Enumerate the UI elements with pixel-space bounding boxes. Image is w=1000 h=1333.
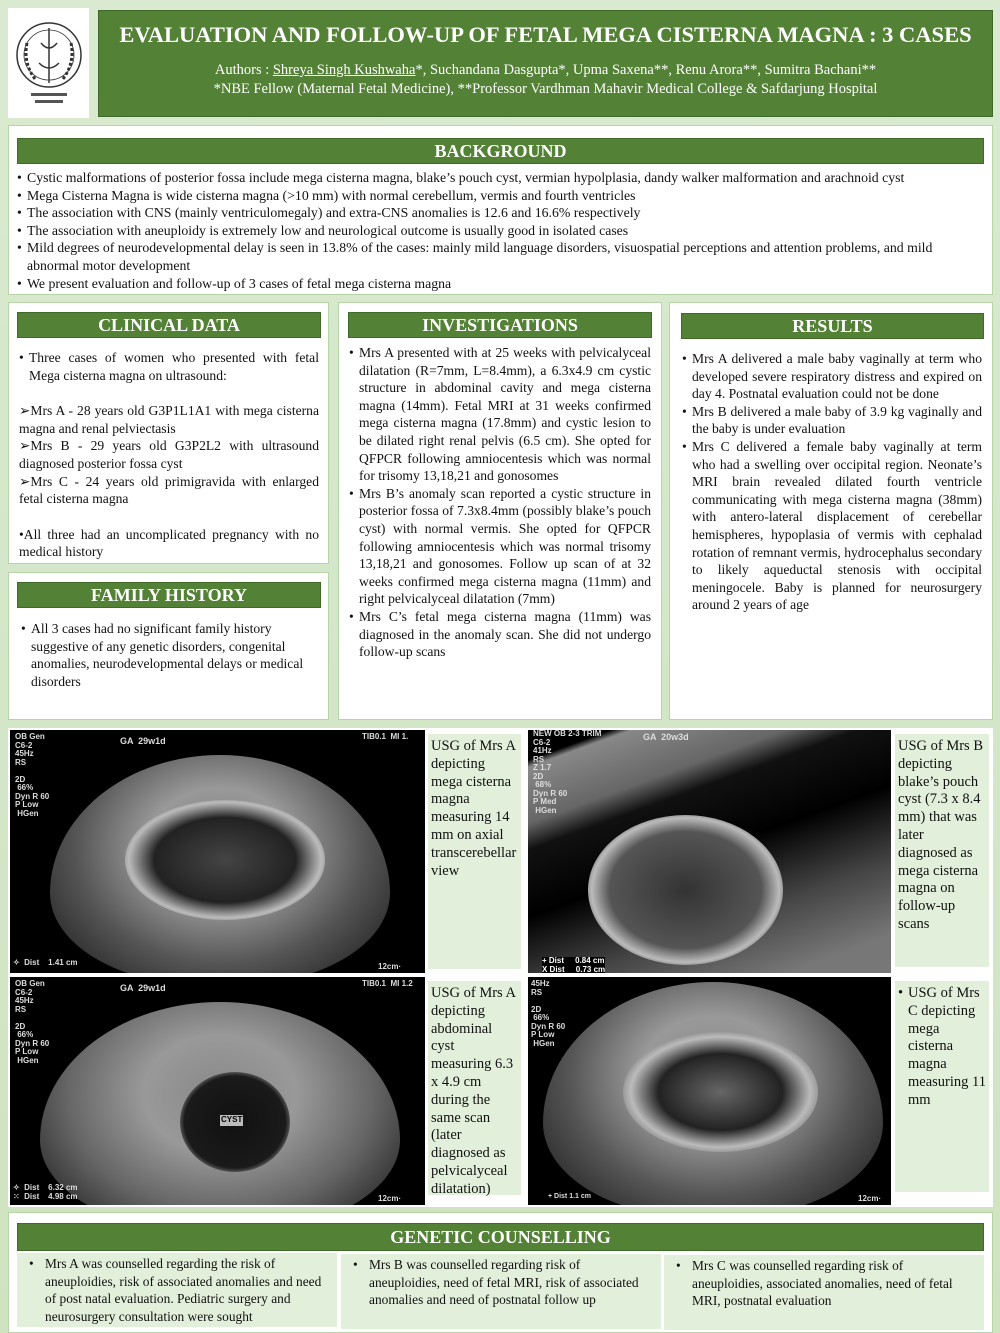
scanner-index: TIB0.1 MI 1.2: [362, 979, 413, 988]
depth-scale: 12cm·: [858, 1194, 882, 1203]
family-history-item: • All 3 cases had no significant family history suggestive of any genetic disorders, congenital anomalies, neurodevelopmental delays or medical disorders: [21, 620, 311, 690]
scanner-settings: 45Hz RS 2D 66% Dyn R 60 P Low HGen: [531, 979, 566, 1048]
result-item: • Mrs C delivered a female baby vaginally at term who had a swelling over occipital region. Neonate’s MRI brain revealed dilated fourth ventricle communicating with mega cisterna magna (38mm) with antero-lateral displacement of cerebellar hemispheres, hypoplasia of vermis with cephalad rotation of remnant vermis, hydrocephalus secondary to likely aqueductal stenosis with occipital meningocele. Baby is planned for neurosurgery around 2 years of age: [682, 438, 982, 614]
caption-mrs-b: USG of Mrs B depicting blake’s pouch cyst (7.3 x 8.4 mm) that was later diagnosed as mega cisterna magna on follow-up scans: [894, 733, 990, 968]
clinical-data-section: [8, 302, 329, 564]
result-item: • Mrs B delivered a male baby of 3.9 kg vaginally and the baby is under evaluation: [682, 403, 982, 438]
clinical-case: ➢Mrs B - 29 years old G3P2L2 with ultrasound diagnosed posterior fossa cyst: [19, 438, 319, 471]
genetic-item: • Mrs A was counselled regarding the risk of aneuploidies, risk of associated anomalies and need of post natal evaluation. Pediatric surgery and neurosurgery consultation were sought: [29, 1255, 329, 1325]
ultrasound-image-mrs-a-abdomen: [10, 977, 425, 1205]
background-item: • Mega Cisterna Magna is wide cisterna magna (>10 mm) with normal cerebellum, vermis and fourth ventricles: [17, 187, 982, 205]
clinical-case: ➢Mrs A - 28 years old G3P1L1A1 with mega cisterna magna and renal pelviectasis: [19, 403, 319, 436]
ultrasound-image-mrs-a-brain: [10, 730, 425, 973]
scanner-settings: OB Gen C6-2 45Hz RS 2D 66% Dyn R 60 P Low HGen: [15, 979, 50, 1065]
distance-measurement: ✧ Dist 6.32 cm ⁙ Dist 4.98 cm: [13, 1183, 78, 1201]
investigations-section: [338, 302, 662, 720]
caption-text: • USG of Mrs C depicting mega cisterna magna measuring 11 mm: [898, 985, 986, 1110]
investigation-item: • Mrs B’s anomaly scan reported a cystic structure in posterior fossa of 7.3x8.4mm (possibly blake’s pouch cyst) with normal vermis. She opted for QFPCR following amniocentesis which was normal trisomy 13,18,21 and gonosomes. Follow up scan of at 32 weeks confirmed mega cisterna magna (11mm) and right pelvicalyceal dilatation (7mm): [349, 485, 651, 608]
authors-label: Authors :: [214, 62, 273, 78]
family-history-title: FAMILY HISTORY: [17, 582, 321, 608]
genetic-item: • Mrs C was counselled regarding risk of aneuploidies, associated anomalies, need of fetal MRI, postnatal evaluation: [676, 1257, 976, 1310]
distance-measurement: ✧ Dist 1.41 cm: [13, 958, 78, 967]
gestational-age: GA 20w3d: [643, 732, 689, 742]
ultrasound-image-mrs-b: [528, 730, 891, 973]
other-authors: *, Suchandana Dasgupta*, Upma Saxena**, Renu Arora**, Sumitra Bachani**: [415, 62, 877, 78]
scanner-settings: OB Gen C6-2 45Hz RS 2D 66% Dyn R 60 P Low HGen: [15, 732, 50, 818]
caption-mrs-c: [894, 980, 990, 1193]
clinical-intro: • Three cases of women who presented with fetal Mega cisterna magna on ultrasound:: [19, 349, 319, 384]
affiliations: *NBE Fellow (Maternal Fetal Medicine), **Professor Vardhman Mahavir Medical College & Safdarjung Hospital: [213, 81, 878, 97]
results-title: RESULTS: [681, 313, 984, 339]
poster-title: EVALUATION AND FOLLOW-UP OF FETAL MEGA CISTERNA MAGNA : 3 CASES: [119, 22, 972, 47]
genetic-item: • Mrs B was counselled regarding risk of aneuploidies, need of fetal MRI, risk of associated anomalies and need of postnatal follow up: [353, 1256, 653, 1309]
caption-mrs-a-brain: USG of Mrs A depicting mega cisterna magna measuring 14 mm on axial transcerebellar view: [427, 733, 522, 970]
results-section: [669, 302, 993, 720]
scanner-settings: NEW OB 2-3 TRIM C6-2 41Hz RS Z 1.7 2D 68% Dyn R 60 P Med HGen: [533, 730, 602, 815]
gestational-age: GA 29w1d: [120, 983, 166, 993]
clinical-body: [19, 349, 319, 561]
background-item: • Cystic malformations of posterior fossa include mega cisterna magna, blake’s pouch cyst, vermian hypolplasia, dandy walker malformation and arachnoid cyst: [17, 169, 982, 187]
background-list: [17, 169, 982, 292]
background-item: • The association with aneuploidy is extremely low and neurological outcome is usually good in isolated cases: [17, 222, 982, 240]
clinical-footer: •All three had an uncomplicated pregnancy with no medical history: [19, 526, 319, 560]
depth-scale: 12cm·: [378, 1194, 402, 1203]
depth-scale: 12cm·: [378, 962, 402, 971]
first-author: Shreya Singh Kushwaha: [272, 62, 416, 78]
clinical-data-title: CLINICAL DATA: [17, 312, 321, 338]
background-item: • We present evaluation and follow-up of 3 cases of fetal mega cisterna magna: [17, 275, 982, 293]
genetic-counselling-section: [8, 1212, 993, 1333]
authors: [99, 61, 992, 80]
investigations-title: INVESTIGATIONS: [348, 312, 652, 338]
background-item: • Mild degrees of neurodevelopmental delay is seen in 13.8% of the cases: mainly mild language disorders, visuospatial perceptions and attention problems, and mild abnormal motor development: [17, 239, 982, 274]
investigation-item: • Mrs A presented with at 25 weeks with pelvicalyceal dilatation (R=7mm, L=8.4mm), a 6.3x4.9 cm cystic structure in abdominal cavity and mega cisterna magna (14mm). Fetal MRI at 31 weeks confirmed mega cisterna magna (17.8mm) and cystic lesion to be dilated right renal pelvis (6.5 cm). She opted for QFPCR following amniocentesis which was normal for trisomy 13,18,21 and gonosomes: [349, 344, 651, 485]
ultrasound-image-mrs-c: [528, 977, 891, 1205]
clinical-case: ➢Mrs C - 24 years old primigravida with enlarged fetal cisterna magna: [19, 473, 319, 507]
distance-measurement: + Dist 1.1 cm: [548, 1193, 591, 1200]
background-section: [8, 125, 993, 295]
college-logo: [8, 8, 89, 118]
result-item: • Mrs A delivered a male baby vaginally at term who developed severe respiratory distress and expired on day 4. Postnatal evaluation could not be done: [682, 350, 982, 403]
family-history-section: [8, 572, 329, 720]
gestational-age: GA 29w1d: [120, 736, 166, 746]
background-item: • The association with CNS (mainly ventriculomegaly) and extra-CNS anomalies is 12.6 and 16.6% respectively: [17, 204, 982, 222]
cyst-label: CYST: [221, 1115, 243, 1124]
distance-measurement: + Dist 0.84 cm X Dist 0.73 cm: [542, 956, 606, 973]
caption-mrs-a-abdomen: USG of Mrs A depicting abdominal cyst measuring 6.3 x 4.9 cm during the same scan (later diagnosed as pelvicalyceal dilatation): [427, 980, 522, 1196]
poster-header: [98, 10, 993, 117]
investigation-item: • Mrs C’s fetal mega cisterna magna (11mm) was diagnosed in the anomaly scan. She did not undergo follow-up scans: [349, 608, 651, 661]
genetic-counselling-title: GENETIC COUNSELLING: [17, 1223, 984, 1251]
scanner-index: TIB0.1 MI 1.: [362, 732, 409, 741]
background-title: BACKGROUND: [17, 138, 984, 164]
